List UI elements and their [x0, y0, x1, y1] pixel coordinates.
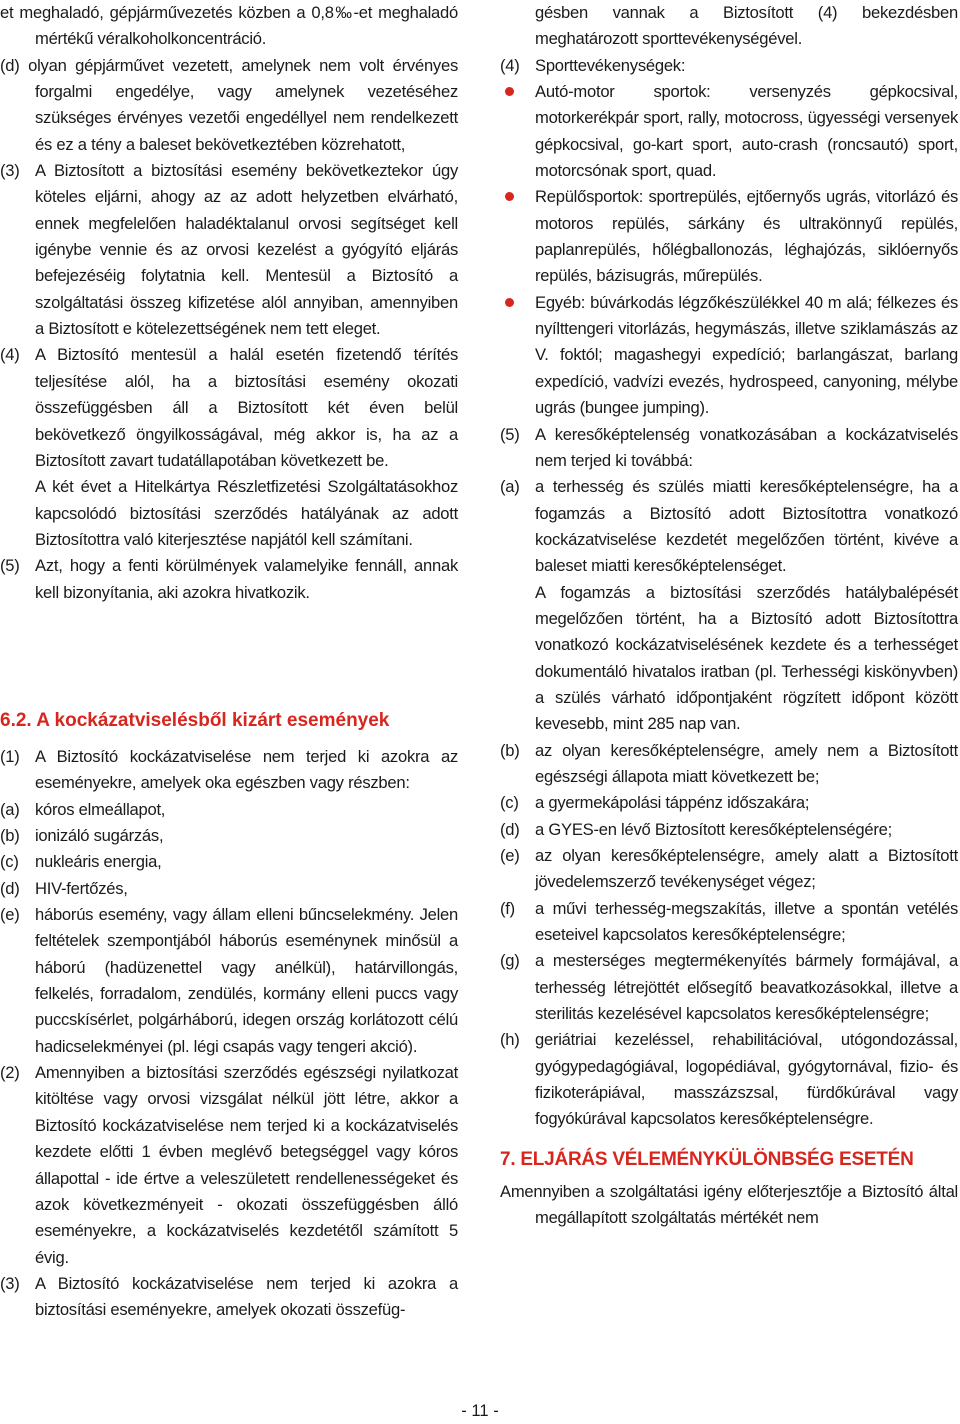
list-item — [0, 342, 458, 474]
paragraph-text: gésben vannak a Biztosított (4) bekezdésben meghatározott sporttevékenységével. — [535, 3, 958, 49]
list-item — [500, 474, 958, 579]
list-item — [500, 422, 958, 475]
paragraph — [0, 0, 458, 53]
paragraph — [0, 53, 458, 158]
page-number: - 11 - — [461, 1401, 499, 1420]
paragraph-text: az olyan keresőképtelenségre, amely nem a Biztosított egészségi állapota miatt következett be; — [535, 740, 958, 786]
list-item — [500, 53, 958, 79]
list-item — [0, 797, 458, 823]
bullet-item — [500, 290, 958, 422]
item-label: (a) — [500, 477, 520, 497]
right-paragraphs-bottom — [500, 1179, 958, 1232]
right-paragraphs-top — [500, 0, 958, 1133]
list-item — [500, 1027, 958, 1132]
left-paragraphs-bottom — [0, 744, 458, 1324]
item-label: (2) — [0, 1063, 20, 1083]
item-label: (e) — [500, 846, 520, 865]
list-item — [500, 738, 958, 791]
paragraph-text: a mesterséges megtermékenyítés bármely formájával, a terhesség létrejöttét elősegítő beavatkozásokkal, illetve a sterilitás kezelésével kapcsolatos keresőképtelenségre; — [535, 951, 958, 1024]
right-column — [500, 0, 958, 1231]
list-item — [0, 158, 458, 342]
item-label: (4) — [500, 55, 520, 75]
paragraph-text: Sporttevékenységek: — [535, 55, 686, 75]
paragraph — [500, 580, 958, 738]
item-label: (3) — [0, 1273, 20, 1293]
list-item — [0, 823, 458, 849]
section-heading-7: 7. ELJÁRÁS VÉLEMÉNYKÜLÖNBSÉG ESETÉN — [500, 1148, 914, 1170]
list-item — [0, 902, 458, 1060]
paragraph-text: ionizáló sugárzás, — [35, 826, 164, 846]
paragraph-text: et meghaladó, gépjárművezetés közben a 0,8‰-et meghaladó mértékű véralkoholkoncentráció. — [0, 3, 458, 49]
paragraph-text: Amennyiben a szolgáltatási igény előterjesztője a Biztosító által megállapított szolgáltatás mértékét nem — [500, 1181, 958, 1228]
bullet-item — [500, 184, 958, 289]
item-label: (1) — [0, 747, 20, 766]
paragraph-text: a művi terhesség-megszakítás, illetve a spontán vetélés eseteivel kapcsolatos keresőképtelenségre; — [535, 898, 958, 945]
paragraph-text: nukleáris energia, — [35, 852, 162, 872]
bullet-dot-icon — [505, 87, 514, 96]
list-item — [500, 948, 958, 1027]
left-column — [0, 0, 458, 606]
paragraph-text: kóros elmeállapot, — [35, 799, 166, 819]
item-label: (5) — [0, 556, 20, 576]
list-item — [0, 1271, 458, 1324]
item-label: (b) — [0, 826, 20, 846]
item-label: (g) — [500, 951, 520, 971]
paragraph-text: A Biztosító kockázatviselése nem terjed ki azokra az eseményekre, amelyek oka egészben vagy részben: — [35, 747, 458, 793]
item-label: (c) — [0, 852, 19, 872]
list-item — [0, 553, 458, 606]
bullet-item — [500, 79, 958, 184]
item-label: (d) — [500, 819, 520, 839]
paragraph-text: Egyéb: búvárkodás légzőkészülékkel 40 m alá; félkezes és nyílttengeri vitorlázás, hegymászás, illetve sziklamászás az V. foktól; magashegyi expedíció; barlangászat, barlang expedíció, vadvízi evezés, hydrospeed, canyoning, mélybe ugrás (bungee jumping). — [535, 292, 958, 418]
paragraph-text: Autó-motor sportok: versenyzés gépkocsival, motorkerékpár sport, rally, motocross, ügyességi versenyek gépkocsival, go-kart sport, auto-crash (roncsautó) sport, motorcsónak sport, quad. — [535, 82, 958, 181]
paragraph-text: A keresőképtelenség vonatkozásában a kockázatviselés nem terjed ki továbbá: — [535, 424, 958, 470]
paragraph-text: A két évet a Hitelkártya Részletfizetési Szolgáltatásokhoz kapcsolódó biztosítási szerződés hatályának az adott Biztosítottra való kiterjesztése napjától kell számítani. — [35, 477, 458, 549]
paragraph-text: A Biztosított a biztosítási esemény bekövetkeztekor úgy köteles eljárni, ahogy az az adott helyzetben elvárható, ennek megfelelően haladéktalanul orvosi segítséget kell igénybe vennie és az orvosi kezelést a gyógyító eljárás befejezéséig folytatnia kell. Mentesül a Biztosító a szolgáltatási összeg kifizetése alól annyiban, amennyiben a Biztosított e kötelezettségének nem tett eleget. — [35, 161, 458, 339]
item-label: (h) — [500, 1030, 520, 1050]
item-label: (5) — [500, 424, 520, 444]
list-item — [0, 744, 458, 797]
paragraph-text: A Biztosító mentesül a halál esetén fizetendő térítés teljesítése alól, ha a biztosítási esemény okozati összefüggésben áll a Biztosított két éven belül bekövetkező öngyilkosságával, még akkor is, ha az a Biztosított zavart tudatállapotában következett be. — [35, 345, 458, 470]
list-item — [500, 817, 958, 843]
paragraph-text: a gyermekápolási táppénz időszakára; — [535, 793, 810, 813]
item-label: (3) — [0, 161, 20, 181]
list-item — [0, 876, 458, 902]
list-item — [500, 896, 958, 949]
paragraph-text: háborús esemény, vagy állam elleni bűncselekmény. Jelen feltételek szempontjából háborús eseménynek minősül a háború (hadüzenettel vagy anélkül), határvillongás, felkelés, forradalom, zendülés, kormány elleni puccs vagy puccskísérlet, polgárháború, idegen ország korlátozott célú hadicselekményei (pl. légi csapás vagy tengeri akció). — [35, 905, 458, 1056]
list-item — [0, 849, 458, 875]
paragraph-text: Azt, hogy a fenti körülmények valamelyike fennáll, annak kell bizonyítania, aki azokra hivatkozik. — [35, 556, 458, 602]
paragraph-text: geriátriai kezeléssel, rehabilitációval, utógondozással, gyógypedagógiával, logopédiával, gyógytornával, fizio- és fizikoterápiával, masszázszsal, fürdőkúrával vagy fogyókúrával kapcsolatos keresőképtelenségre. — [535, 1030, 958, 1129]
item-label: (4) — [0, 345, 20, 365]
paragraph — [0, 474, 458, 553]
paragraph-text: a terhesség és szülés miatti keresőképtelenségre, ha a fogamzás a Biztosító adott Biztosítottra vonatkozó kockázatviselése kezdetét megelőzően történt, kivéve a baleset miatti keresőképtelenséget. — [535, 477, 958, 576]
paragraph — [500, 0, 958, 53]
left-paragraphs-top — [0, 0, 458, 606]
item-label: (a) — [0, 799, 20, 819]
list-item — [0, 1060, 458, 1271]
paragraph-text: az olyan keresőképtelenségre, amely alatt a Biztosított jövedelemszerző tevékenységet végez; — [535, 846, 958, 892]
item-label: (e) — [0, 905, 20, 925]
paragraph-text: A Biztosító kockázatviselése nem terjed ki azokra a biztosítási eseményekre, amelyek okozati összefüg- — [35, 1273, 458, 1320]
bullet-dot-icon — [505, 298, 514, 307]
item-label: (c) — [500, 793, 519, 813]
paragraph-text: (d) olyan gépjárművet vezetett, amelynek nem volt érvényes forgalmi engedélye, vagy amelynek vezetéséhez szükséges érvényes vezetői engedéllyel nem rendelkezett és ez a tény a baleset bekövetkeztében közrehatott, — [0, 55, 458, 154]
paragraph-text: A fogamzás a biztosítási szerződés hatálybalépését megelőzően történt, ha a Biztosító adott Biztosítottra vonatkozó kockázatviselésének kezdete és a terhességet dokumentáló hivatalos iratban (pl. Terhességi kiskönyvben) a szülés várható időpontjaként rögzített időpont között kevesebb, mint 285 nap van. — [535, 582, 958, 734]
item-label: (b) — [500, 740, 520, 760]
paragraph-text: Amennyiben a biztosítási szerződés egészségi nyilatkozat kitöltése vagy orvosi vizsgálat nélkül jött létre, akkor a Biztosító kockázatviselése nem terjed ki a kockázatviselés kezdete előtti 1 évben meglévő betegséggel vagy kóros állapottal - ide értve a veleszületett rendellenességeket és azok következményeit - okozati összefüggésben álló eseményekre, a kockázatviselés kezdetétől számított 5 évig. — [35, 1063, 458, 1267]
item-label: (d) — [0, 878, 20, 898]
paragraph-text: a GYES-en lévő Biztosított keresőképtelenségére; — [535, 819, 892, 839]
item-label: (f) — [500, 898, 515, 918]
paragraph — [500, 1179, 958, 1232]
list-item — [500, 843, 958, 896]
paragraph-text: Repülősportok: sportrepülés, ejtőernyős ugrás, vitorlázó és motoros repülés, sárkány és ultrakönnyű repülés, paplanrepülés, hőlégballonozás, léghajózás, siklóernyős repülés, bázisugrás, műrepülés. — [535, 187, 958, 286]
paragraph-text: HIV-fertőzés, — [35, 878, 128, 898]
bullet-dot-icon — [505, 192, 514, 201]
list-item — [500, 790, 958, 816]
section-heading-6-2: 6.2. A kockázatviselésből kizárt események — [0, 710, 390, 731]
